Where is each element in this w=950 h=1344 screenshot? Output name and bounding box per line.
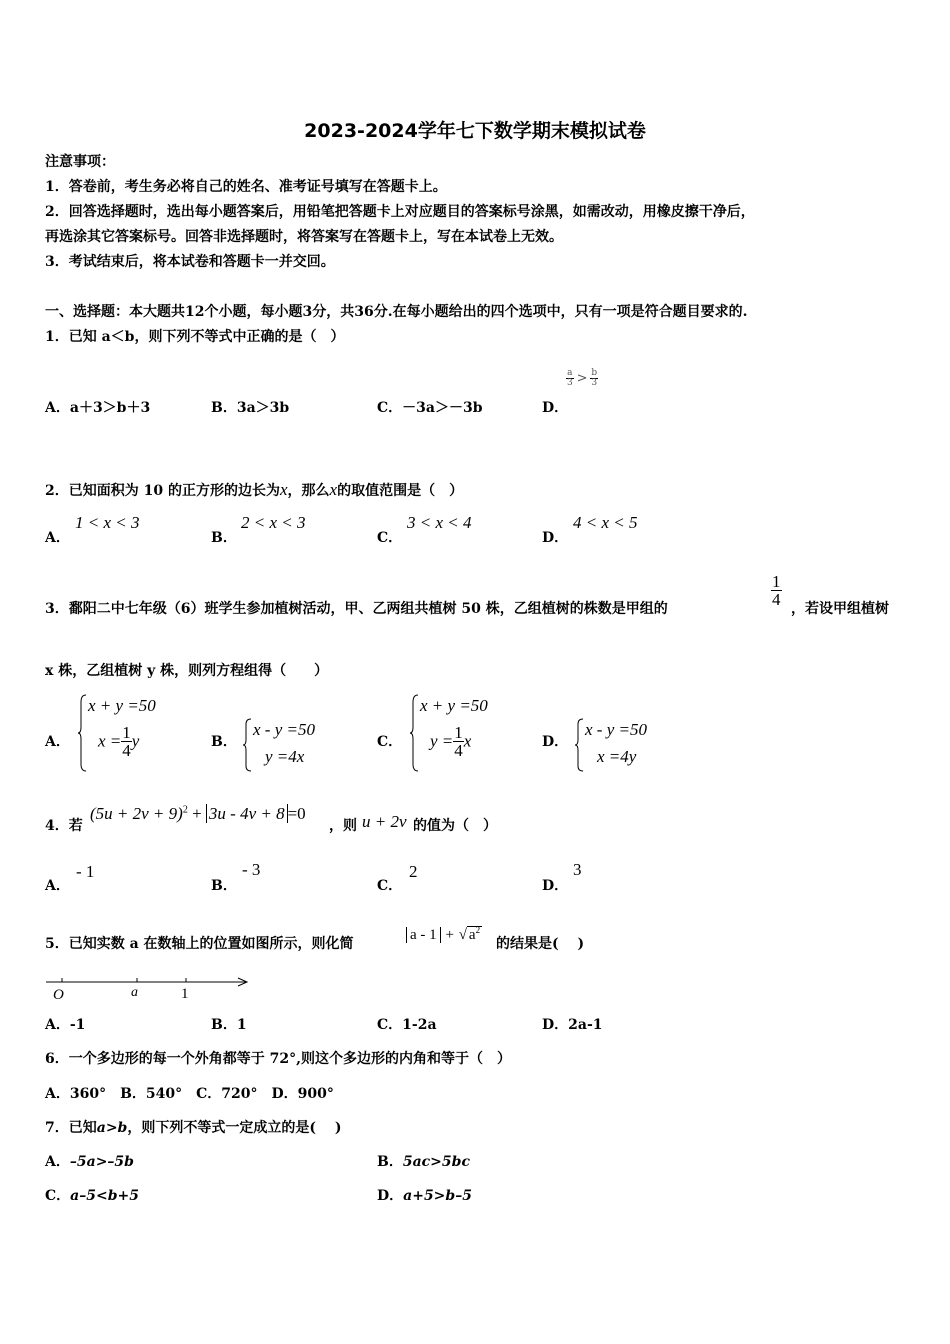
- q5-option-a: A．-1: [45, 1017, 86, 1033]
- q4-option-c: 2: [409, 862, 418, 881]
- notice-item-2-cont: 再选涂其它答案标号。回答非选择题时，将答案写在答题卡上，写在本试卷上无效。: [45, 229, 563, 245]
- q3-stem-end: ，若设甲组植树: [791, 601, 889, 617]
- q3-label-c: C．: [377, 734, 403, 750]
- brace-icon: [575, 718, 585, 772]
- q4-target: u + 2v: [362, 812, 407, 831]
- q3-fraction: $\frac{1}{4}$: [772, 572, 781, 609]
- q2-label-a: A．: [45, 530, 70, 546]
- brace-icon: [78, 694, 88, 772]
- q5-expression: a - 1 + √ $a^2$: [406, 925, 482, 944]
- q6-options: A．360° B．540° C．720° D．900°: [45, 1086, 334, 1102]
- q5-option-d: D．2a-1: [542, 1017, 603, 1033]
- q4-label-c: C．: [377, 878, 403, 894]
- q4-prefix: 4．若: [45, 818, 83, 834]
- q1-option-d-formula: $\frac{a}{3}$ > $\frac{b}{3}$: [567, 368, 598, 388]
- q3-option-d: x - y =50 x =4y: [575, 718, 675, 774]
- q4-suffix: 的值为（ ）: [413, 818, 497, 834]
- q2-label-d: D．: [542, 530, 569, 546]
- q7-option-c: C．a–5<b+5: [45, 1188, 139, 1204]
- page-title: 2023-2024学年七下数学期末模拟试卷: [304, 120, 646, 142]
- q3-option-a: x + y =50 x = $\frac{1}{4}$ y: [78, 694, 178, 774]
- q5-stem: 5．已知实数 a 在数轴上的位置如图所示，则化简: [45, 936, 354, 952]
- axis-label-a: a: [131, 985, 138, 1000]
- number-line: [40, 970, 255, 1004]
- q7-option-a: A．–5a>–5b: [45, 1154, 134, 1170]
- q2-option-d: 4 < x < 5: [573, 513, 638, 532]
- q2-label-c: C．: [377, 530, 403, 546]
- q2-option-c: 3 < x < 4: [407, 513, 472, 532]
- axis-label-1: 1: [181, 986, 189, 1002]
- q4-option-d: 3: [573, 860, 582, 879]
- notice-item-3: 3．考试结束后，将本试卷和答题卡一并交回。: [45, 254, 335, 270]
- q4-label-b: B．: [211, 878, 237, 894]
- q4-label-a: A．: [45, 878, 70, 894]
- q4-equation: $(5u + 2v + 9)^2 + 3u - 4v + 8 =0$: [90, 804, 306, 823]
- axis-label-o: O: [53, 987, 64, 1003]
- q3-label-b: B．: [211, 734, 237, 750]
- section-heading: 一、选择题：本大题共12个小题，每小题3分，共36分.在每小题给出的四个选项中，只有一项是符合题目要求的.: [45, 304, 748, 320]
- q3-label-a: A．: [45, 734, 70, 750]
- notice-heading: 注意事项：: [45, 154, 115, 170]
- q2-option-a: 1 < x < 3: [75, 513, 140, 532]
- q2-stem: 2．已知面积为 10 的正方形的边长为x，那么x的取值范围是（ ）: [45, 480, 464, 499]
- q5-stem-end: 的结果是( ): [496, 936, 585, 952]
- q2-label-b: B．: [211, 530, 237, 546]
- notice-item-1: 1．答卷前，考生务必将自己的姓名、准考证号填写在答题卡上。: [45, 179, 447, 195]
- q4-mid: ，则: [329, 818, 357, 834]
- q7-option-d: D．a+5>b–5: [377, 1188, 472, 1204]
- q1-option-b: B．3a＞3b: [211, 400, 290, 416]
- q3-option-b: x - y =50 y =4x: [243, 718, 343, 774]
- q7-stem: 7．已知a>b，则下列不等式一定成立的是( ): [45, 1120, 342, 1136]
- q3-stem-line2: x 株，乙组植树 y 株，则列方程组得（ ）: [45, 663, 329, 679]
- q6-stem: 6．一个多边形的每一个外角都等于 72°,则这个多边形的内角和等于（ ）: [45, 1051, 511, 1067]
- q7-option-b: B．5ac>5bc: [377, 1154, 470, 1170]
- q1-option-d: D．: [542, 400, 569, 416]
- q3-stem: 3．鄱阳二中七年级（6）班学生参加植树活动，甲、乙两组共植树 50 株，乙组植树的株数是甲组的: [45, 601, 668, 617]
- brace-icon: [410, 694, 420, 772]
- q1-stem: 1．已知 a＜b，则下列不等式中正确的是（ ）: [45, 329, 345, 345]
- brace-icon: [243, 718, 253, 772]
- q4-option-a: - 1: [76, 862, 95, 881]
- notice-item-2: 2．回答选择题时，选出每小题答案后，用铅笔把答题卡上对应题目的答案标号涂黑，如需改动，用橡皮擦干净后，: [45, 204, 755, 220]
- q4-label-d: D．: [542, 878, 569, 894]
- q4-option-b: - 3: [242, 860, 261, 879]
- q2-option-b: 2 < x < 3: [241, 513, 306, 532]
- q3-option-c: x + y =50 y = $\frac{1}{4}$ x: [410, 694, 510, 774]
- q1-option-a: A．a＋3＞b＋3: [45, 400, 151, 416]
- q1-option-c: C．－3a＞－3b: [377, 400, 483, 416]
- q3-label-d: D．: [542, 734, 569, 750]
- q5-option-b: B．1: [211, 1017, 247, 1033]
- q5-option-c: C．1-2a: [377, 1017, 437, 1033]
